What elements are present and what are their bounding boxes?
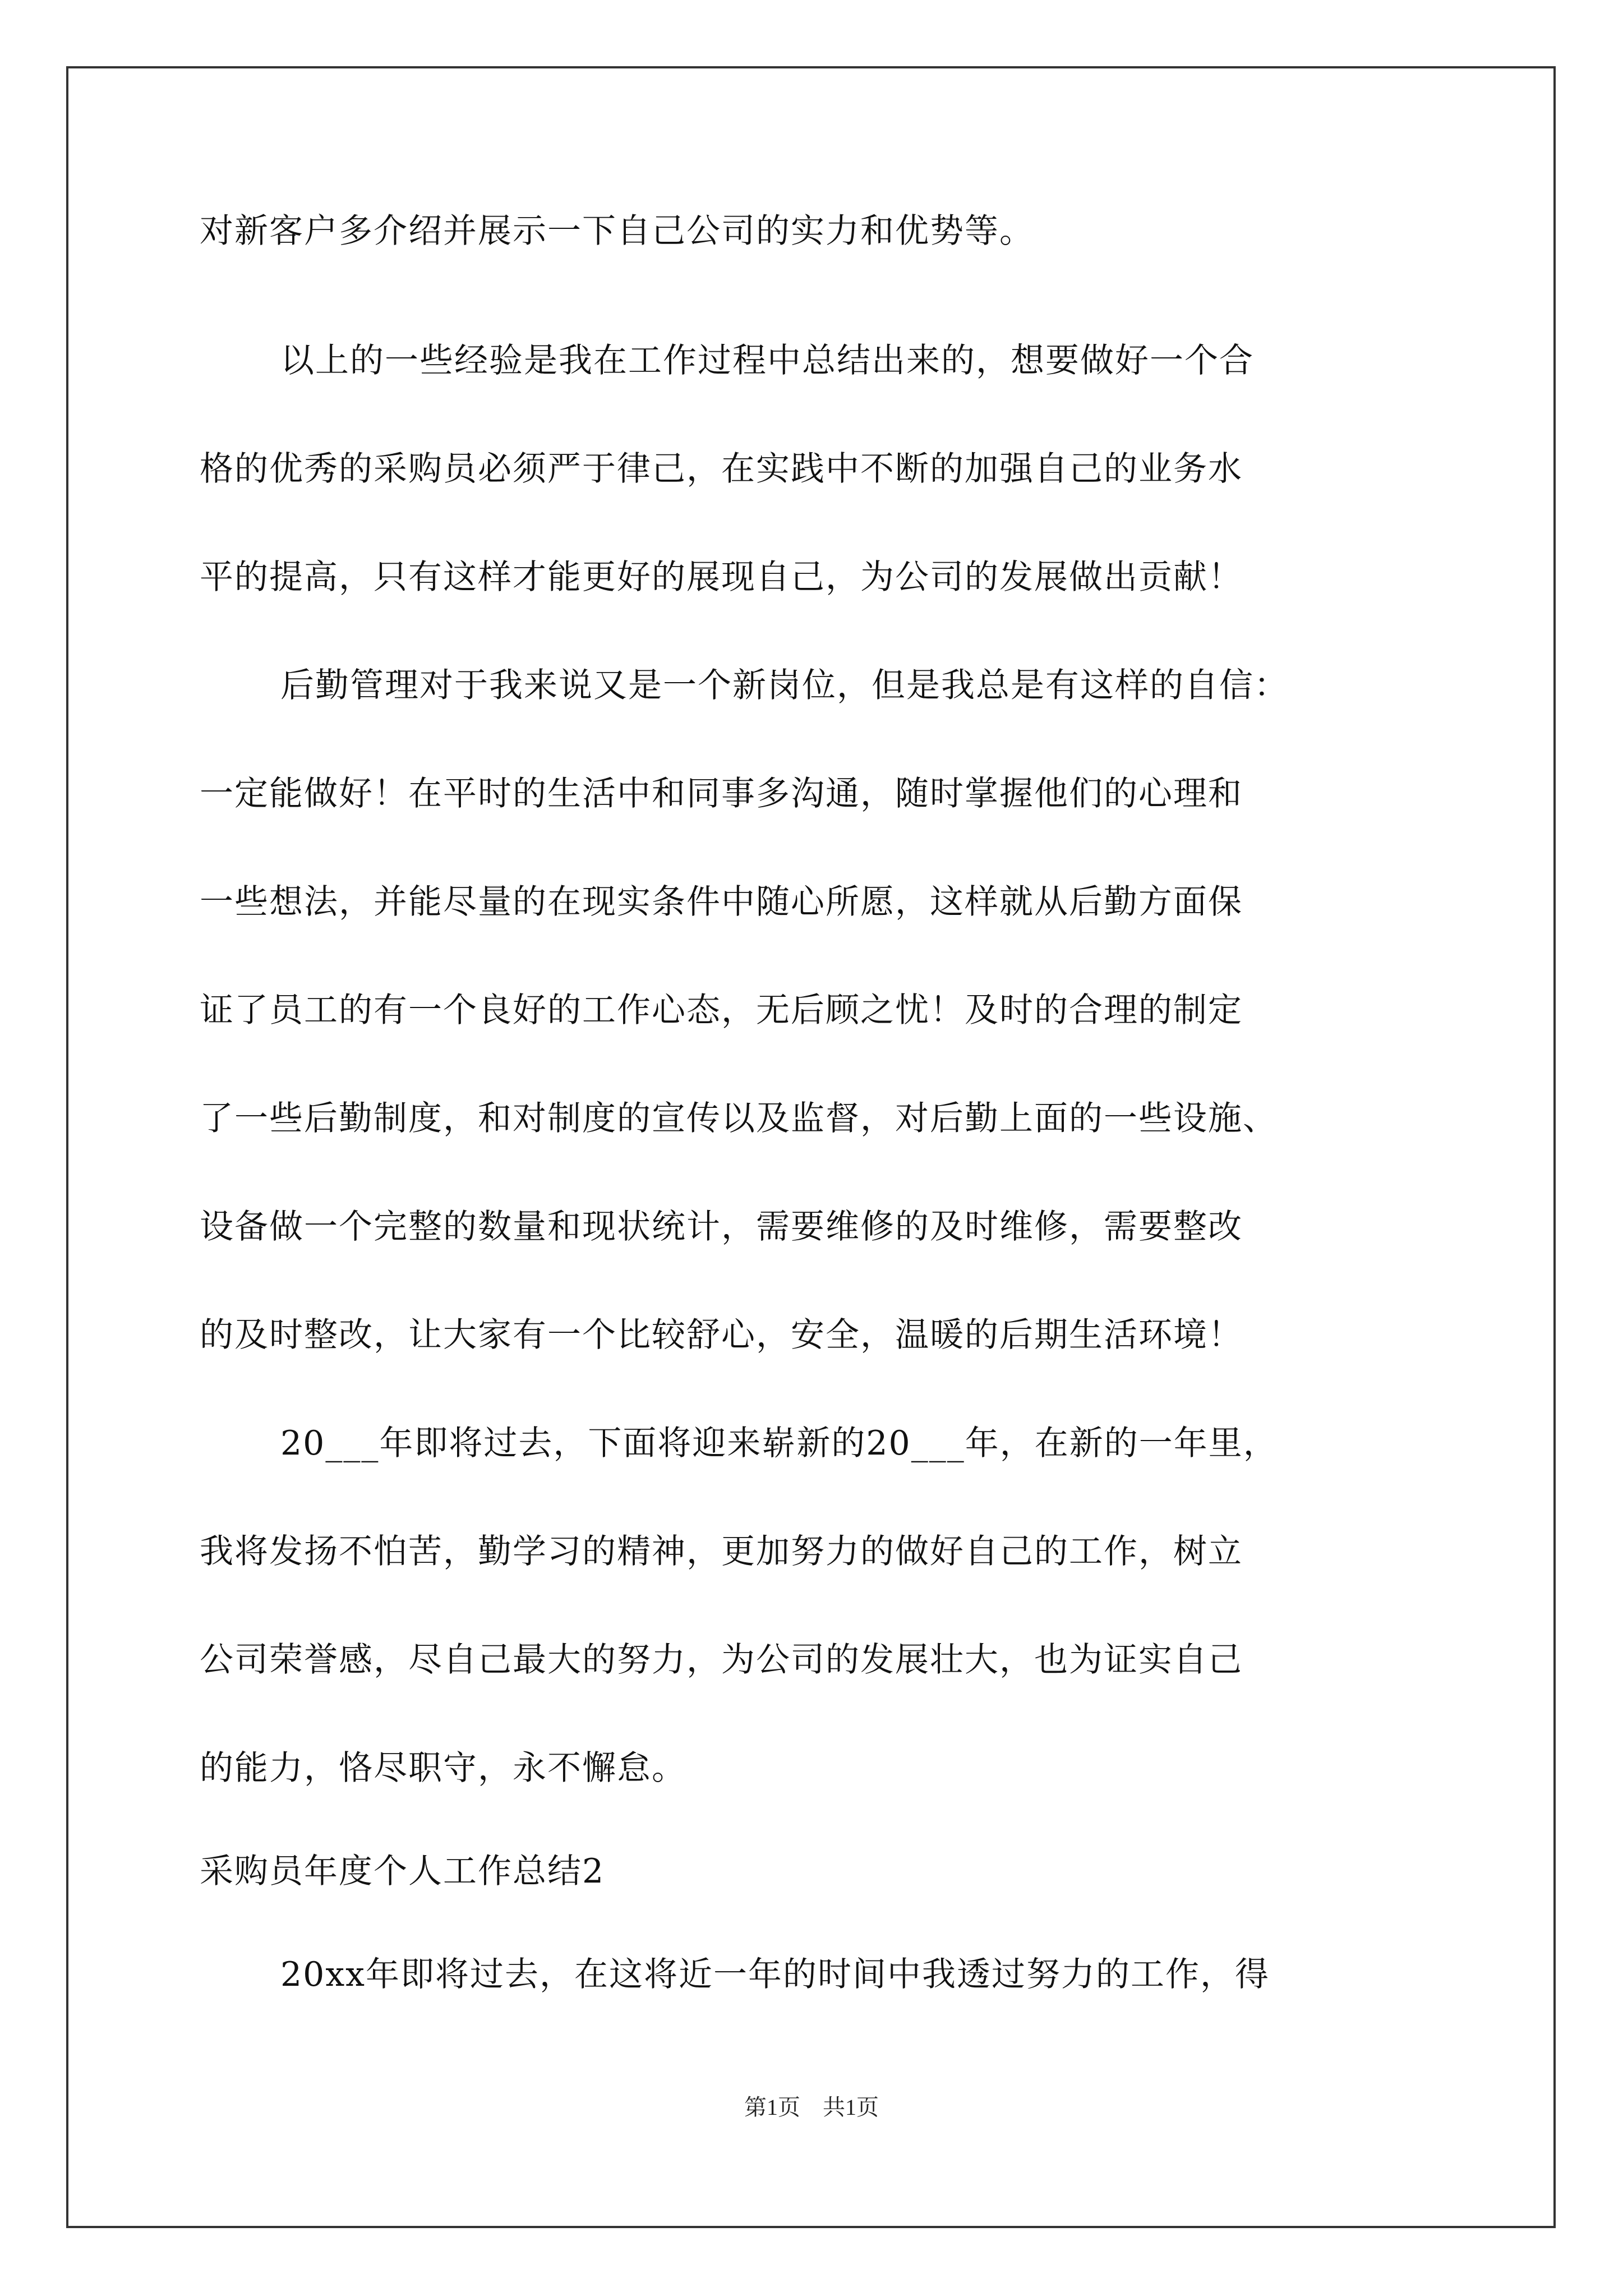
text-line-15: 的能力，恪尽职守，永不懈怠。 [200,1749,686,1788]
text-line-10: 设备做一个完整的数量和现状统计，需要维修的及时维修，需要整改 [200,1207,1243,1246]
text-line-4: 平的提高，只有这样才能更好的展现自己，为公司的发展做出贡献！ [200,558,1243,597]
text-line-9: 了一些后勤制度，和对制度的宣传以及监督，对后勤上面的一些设施、 [200,1099,1278,1138]
text-line-7: 一些想法，并能尽量的在现实条件中随心所愿，这样就从后勤方面保 [200,882,1243,922]
text-line-16: 20xx年即将过去，在这将近一年的时间中我透过努力的工作，得 [280,1955,1270,1994]
page-footer: 第1页 共1页 [744,2095,879,2120]
page-frame [66,66,1556,2228]
text-line-12: 20___年即将过去，下面将迎来崭新的20___年，在新的一年里， [280,1424,1278,1463]
text-line-8: 证了员工的有一个良好的工作心态，无后顾之忧！及时的合理的制定 [200,991,1243,1030]
text-line-11: 的及时整改，让大家有一个比较舒心，安全，温暖的后期生活环境！ [200,1315,1243,1355]
text-line-14: 公司荣誉感，尽自己最大的努力，为公司的发展壮大，也为证实自己 [200,1640,1243,1680]
text-line-13: 我将发扬不怕苦，勤学习的精神，更加努力的做好自己的工作，树立 [200,1532,1243,1571]
text-line-5: 后勤管理对于我来说又是一个新岗位，但是我总是有这样的自信： [280,666,1289,705]
text-line-6: 一定能做好！在平时的生活中和同事多沟通，随时掌握他们的心理和 [200,774,1243,813]
text-line-2: 以上的一些经验是我在工作过程中总结出来的，想要做好一个合 [280,341,1254,380]
text-line-3: 格的优秀的采购员必须严于律己，在实践中不断的加强自己的业务水 [200,449,1243,489]
text-line-1: 对新客户多介绍并展示一下自己公司的实力和优势等。 [200,211,1034,251]
section-heading: 采购员年度个人工作总结2 [200,1852,605,1891]
